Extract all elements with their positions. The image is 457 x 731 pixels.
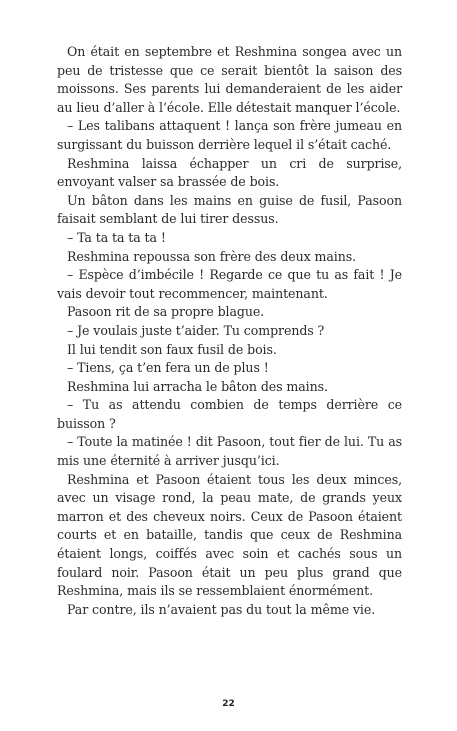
- paragraph: Reshmina repoussa son frère des deux mains.: [67, 248, 357, 264]
- body-text: [57, 43, 402, 619]
- paragraph: – Je voulais juste t’aider. Tu comprends ?: [67, 322, 325, 338]
- paragraph: On était en septembre et Reshmina songea avec un peu de tristesse que ce serait bientôt la saison des moissons. Ses parents lui demanderaient de les aider au lieu d’aller à l’école. Elle détestait manquer l’école.: [57, 44, 402, 115]
- paragraph: – Tiens, ça t’en fera un de plus !: [67, 360, 269, 376]
- paragraph: Pasoon rit de sa propre blague.: [67, 304, 265, 320]
- paragraph: – Tu as attendu combien de temps derrière ce buisson ?: [57, 397, 402, 431]
- paragraph: – Toute la matinée ! dit Pasoon, tout fier de lui. Tu as mis une éternité à arriver jusqu’ici.: [57, 434, 402, 469]
- paragraph: Reshmina laissa échapper un cri de surprise, envoyant valser sa brassée de bois.: [57, 155, 402, 190]
- page-number: 22: [222, 699, 235, 709]
- paragraph: Reshmina et Pasoon étaient tous les deux minces, avec un visage rond, la peau mate, de grands yeux marron et des cheveux noirs. Ceux de Pasoon étaient courts et en bataille, tandis que ceux de Reshmina étaient longs, coiffés avec soin et cachés sous un foulard noir. Pasoon était un peu plus grand que Reshmina, mais ils se ressemblaient énormément.: [57, 471, 402, 599]
- paragraph: Reshmina lui arracha le bâton des mains.: [67, 378, 328, 394]
- paragraph: – Les talibans attaquent ! lança son frère jumeau en surgissant du buisson derrière lequel il s’était caché.: [57, 118, 402, 152]
- paragraph: Par contre, ils n’avaient pas du tout la même vie.: [67, 601, 376, 617]
- paragraph: – Espèce d’imbécile ! Regarde ce que tu as fait ! Je vais devoir tout recommencer, maintenant.: [57, 267, 402, 301]
- paragraph: – Ta ta ta ta ta !: [67, 229, 166, 245]
- paragraph: Un bâton dans les mains en guise de fusil, Pasoon faisait semblant de lui tirer dessus.: [57, 192, 402, 227]
- paragraph: Il lui tendit son faux fusil de bois.: [67, 341, 277, 357]
